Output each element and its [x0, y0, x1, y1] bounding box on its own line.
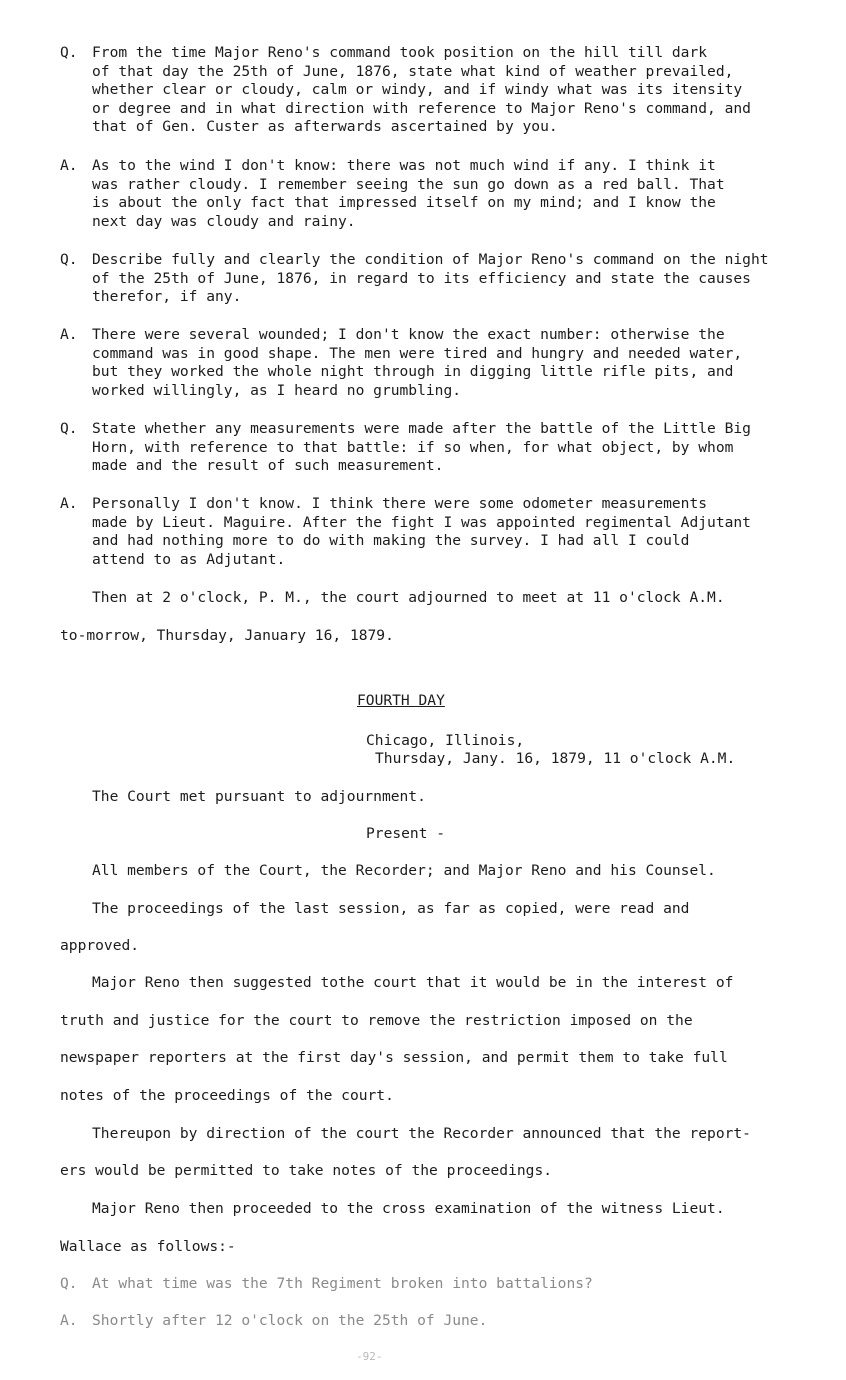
cross-exam-line-2: Wallace as follows:-: [60, 1238, 236, 1255]
qa-label: Q.: [60, 420, 78, 437]
recorder-line-2: ers would be permitted to take notes of the proceedings.: [60, 1162, 553, 1179]
qa-text: Describe fully and clearly the condition of Major Reno's command on the night of the 25th of June, 1876, in regard to its efficiency and state the causes therefor, if any.: [92, 251, 769, 306]
qa-text: As to the wind I don't know: there was not much wind if any. I think it was rather cloudy. I remember seeing the sun go down as a red ball. That is about the only fact that impressed itself on my mind; and I know the next day was cloudy and rainy.: [92, 157, 725, 230]
question-measurements: [60, 420, 820, 476]
date-line: Thursday, Jany. 16, 1879, 11 o'clock A.M.: [375, 750, 736, 767]
qa-text: From the time Major Reno's command took position on the hill till dark of that day the 25th of June, 1876, state what kind of weather prevailed, whether clear or cloudy, calm or windy, and if windy what was its itensity or degree and in what direction with reference to Major Reno's command, and that of Gen. Custer as afterwards ascertained by you.: [92, 44, 751, 136]
court-met-line: The Court met pursuant to adjournment.: [92, 788, 426, 805]
qa-label: A.: [60, 326, 78, 343]
qa-label: Q.: [60, 251, 78, 268]
qa-text: State whether any measurements were made after the battle of the Little Big Horn, with reference to that battle: if so when, for what object, by whom made and the result of such measurement.: [92, 420, 751, 475]
page-number: -92-: [356, 1350, 383, 1363]
qa-label: A.: [60, 495, 78, 512]
reno-suggestion-line-2: truth and justice for the court to remove the restriction imposed on the: [60, 1012, 693, 1029]
adjournment-line-1: Then at 2 o'clock, P. M., the court adjourned to meet at 11 o'clock A.M.: [92, 589, 725, 606]
qa-label: A.: [60, 157, 78, 174]
answer-command-condition: [60, 326, 820, 400]
members-line: All members of the Court, the Recorder; and Major Reno and his Counsel.: [92, 862, 716, 879]
final-question: At what time was the 7th Regiment broken into battalions?: [92, 1275, 593, 1292]
qa-text: There were several wounded; I don't know the exact number: otherwise the command was in good shape. The men were tired and hungry and needed water, but they worked the whole night through in digging little rifle pits, and worked willingly, as I heard no grumbling.: [92, 326, 743, 399]
question-weather: [60, 44, 820, 137]
reno-suggestion-line-1: Major Reno then suggested tothe court that it would be in the interest of: [92, 974, 734, 991]
final-answer: Shortly after 12 o'clock on the 25th of June.: [92, 1312, 488, 1329]
final-answer-label: A.: [60, 1312, 78, 1329]
proceedings-line-1: The proceedings of the last session, as far as copied, were read and: [92, 900, 690, 917]
proceedings-line-2: approved.: [60, 937, 140, 954]
adjournment-line-2: to-morrow, Thursday, January 16, 1879.: [60, 627, 394, 644]
question-command-condition: [60, 251, 820, 307]
section-heading: FOURTH DAY: [357, 692, 445, 709]
present-heading: Present -: [366, 825, 446, 842]
place-line: Chicago, Illinois,: [366, 732, 525, 749]
qa-text: Personally I don't know. I think there were some odometer measurements made by Lieut. Maguire. After the fight I was appointed regimental Adjutant and had nothing more to do with making the survey. I had all I could attend to as Adjutant.: [92, 495, 751, 568]
answer-measurements: [60, 495, 820, 569]
recorder-line-1: Thereupon by direction of the court the Recorder announced that the report-: [92, 1125, 751, 1142]
reno-suggestion-line-4: notes of the proceedings of the court.: [60, 1087, 394, 1104]
answer-weather: [60, 157, 820, 231]
final-question-label: Q.: [60, 1275, 78, 1292]
cross-exam-line-1: Major Reno then proceeded to the cross examination of the witness Lieut.: [92, 1200, 725, 1217]
qa-label: Q.: [60, 44, 78, 61]
reno-suggestion-line-3: newspaper reporters at the first day's session, and permit them to take full: [60, 1049, 728, 1066]
